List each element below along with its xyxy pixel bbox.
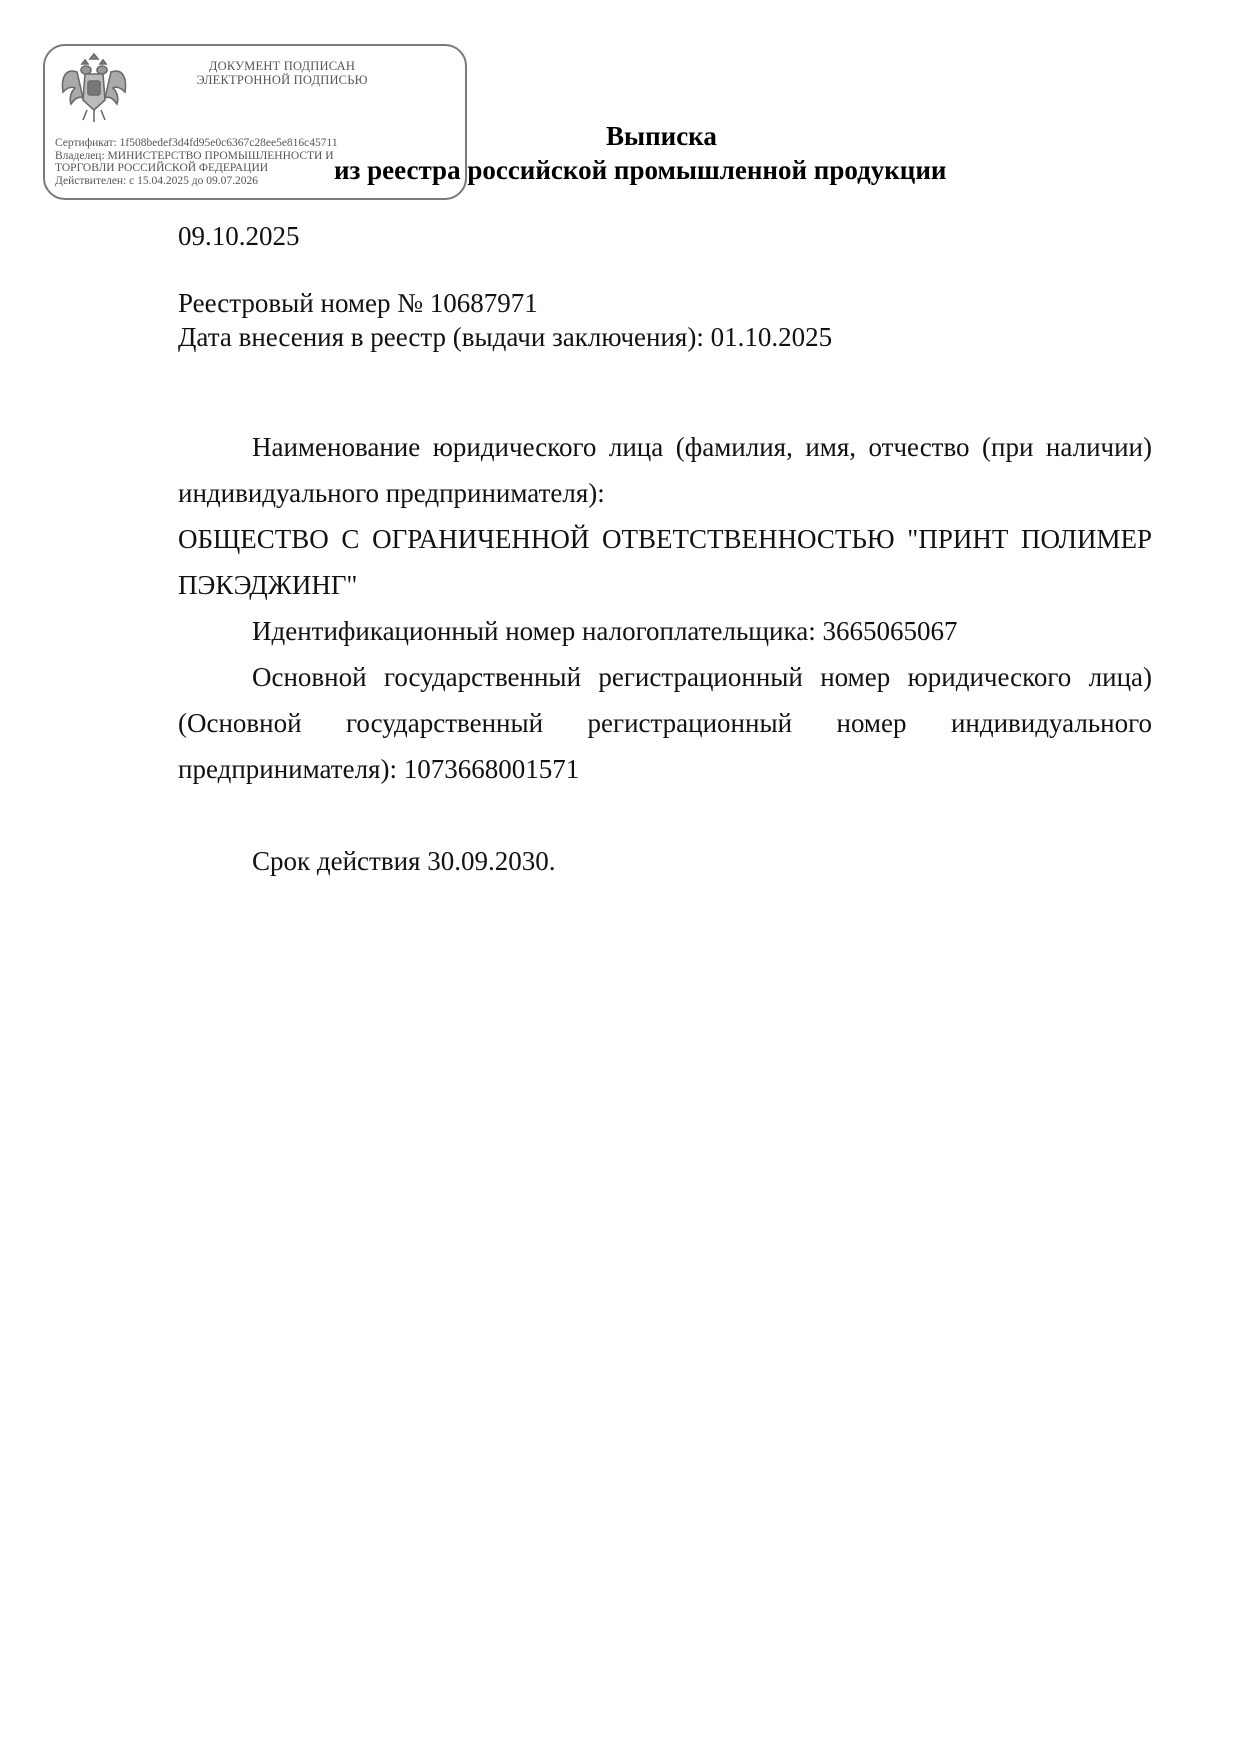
stamp-owner-line1: Владелец: МИНИСТЕРСТВО ПРОМЫШЛЕННОСТИ И	[55, 149, 334, 162]
validity: Срок действия 30.09.2030.	[252, 846, 556, 876]
russian-coat-of-arms-icon	[57, 48, 131, 128]
stamp-certificate: Сертификат: 1f508bedef3d4fd95e0c6367c28ee5e816c45711	[55, 137, 338, 149]
stamp-heading	[157, 59, 407, 87]
stamp-valid: Действителен: с 15.04.2025 до 09.07.2026	[55, 174, 258, 187]
inn: Идентификационный номер налогоплательщика: 3665065067	[252, 616, 958, 646]
stamp-owner-line2: ТОРГОВЛИ РОССИЙСКОЙ ФЕДЕРАЦИИ	[55, 162, 269, 174]
registry-date: Дата внесения в реестр (выдачи заключения): 01.10.2025	[178, 322, 833, 352]
name-label: Наименование юридического лица (фамилия, имя, отчество (при наличии) индивидуального предпринимателя):	[178, 432, 1152, 508]
stamp-heading-line1: ДОКУМЕНТ ПОДПИСАН	[208, 59, 356, 73]
ogrn: Основной государственный регистрационный номер юридического лица) (Основной государственный регистрационный номер индивидуального предпринимателя): 1073668001571	[178, 662, 1152, 784]
company-name: ОБЩЕСТВО С ОГРАНИЧЕННОЙ ОТВЕТСТВЕННОСТЬЮ "ПРИНТ ПОЛИМЕР ПЭКЭДЖИНГ"	[178, 524, 1152, 600]
document-title: Выписка	[606, 121, 717, 151]
document-subtitle: из реестра российской промышленной продукции	[334, 155, 947, 185]
registry-number: Реестровый номер № 10687971	[178, 288, 538, 318]
document-date: 09.10.2025	[178, 221, 300, 251]
stamp-heading-line2: ЭЛЕКТРОННОЙ ПОДПИСЬЮ	[196, 73, 368, 87]
